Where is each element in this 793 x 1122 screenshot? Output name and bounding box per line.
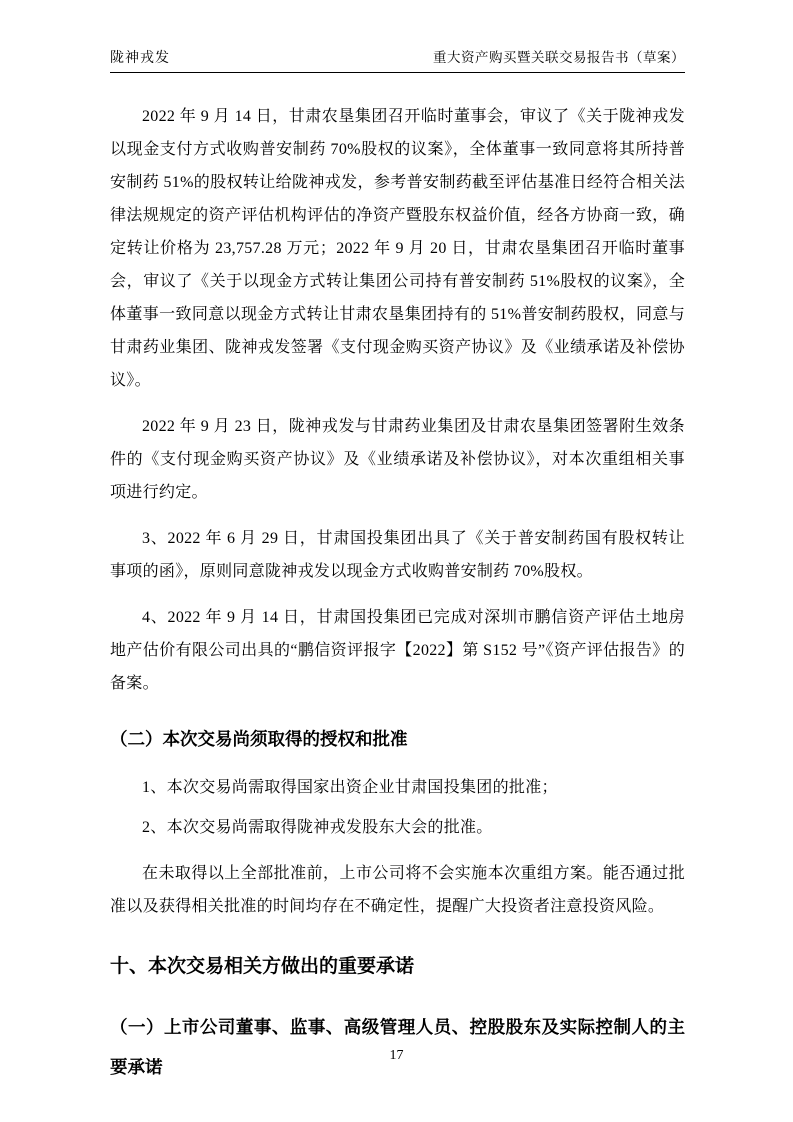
paragraph-item-3: 3、2022 年 6 月 29 日，甘肃国投集团出具了《关于普安制药国有股权转让事项的函》，原则同意陇神戎发以现金方式收购普安制药 70%股权。 xyxy=(110,530,685,580)
paragraph-item-4: 4、2022 年 9 月 14 日，甘肃国投集团已完成对深圳市鹏信资产评估土地房地产估价有限公司出具的“鹏信资评报字【2022】第 S152 号”《资产评估报告》的备案。 xyxy=(110,609,685,692)
heading-commitments-section: 十、本次交易相关方做出的重要承诺 xyxy=(110,956,415,977)
paragraph-board-resolutions: 2022 年 9 月 14 日，甘肃农垦集团召开临时董事会，审议了《关于陇神戎发以现金支付方式收购普安制药 70%股权的议案》，全体董事一致同意将其所持普安制药 51%的股权转让给陇神戎发，参考普安制药截至评估基准日经符合相关法律法规规定的资产评估机构评估的净资产暨股东权益价值，经各方协商一致，确定转让价格为 23,757.28 万元；2022 年 9 月 20 日，甘肃农垦集团召开临时董事会，审议了《关于以现金方式转让集团公司持有普安制药 51%股权的议案》，全体董事一致同意以现金方式转让甘肃农垦集团持有的 51%普安制药股权，同意与甘肃药业集团、陇神戎发签署《支付现金购买资产协议》及《业绩承诺及补偿协议》。 xyxy=(110,108,685,389)
page-header xyxy=(110,46,685,73)
heading-authorization-section: （二）本次交易尚须取得的授权和批准 xyxy=(110,729,408,749)
paragraph-approval-1: 1、本次交易尚需取得国家出资企业甘肃国投集团的批准； xyxy=(142,779,558,796)
page-footer xyxy=(0,1046,793,1064)
heading-commitments-subsection: （一）上市公司董事、监事、高级管理人员、控股股东及实际控制人的主要承诺 xyxy=(110,1017,685,1077)
paragraph-risk-notice: 在未取得以上全部批准前，上市公司将不会实施本次重组方案。能否通过批准以及获得相关批准的时间均存在不确定性，提醒广大投资者注意投资风险。 xyxy=(110,865,685,915)
document-body xyxy=(110,100,685,1087)
header-company-name: 陇神戎发 xyxy=(110,51,170,66)
paragraph-approval-2: 2、本次交易尚需取得陇神戎发股东大会的批准。 xyxy=(142,819,493,836)
paragraph-agreement-signing: 2022 年 9 月 23 日，陇神戎发与甘肃药业集团及甘肃农垦集团签署附生效条件的《支付现金购买资产协议》及《业绩承诺及补偿协议》，对本次重组相关事项进行约定。 xyxy=(110,418,685,501)
page-number: 17 xyxy=(389,1048,404,1063)
header-report-title: 重大资产购买暨关联交易报告书（草案） xyxy=(433,50,685,65)
